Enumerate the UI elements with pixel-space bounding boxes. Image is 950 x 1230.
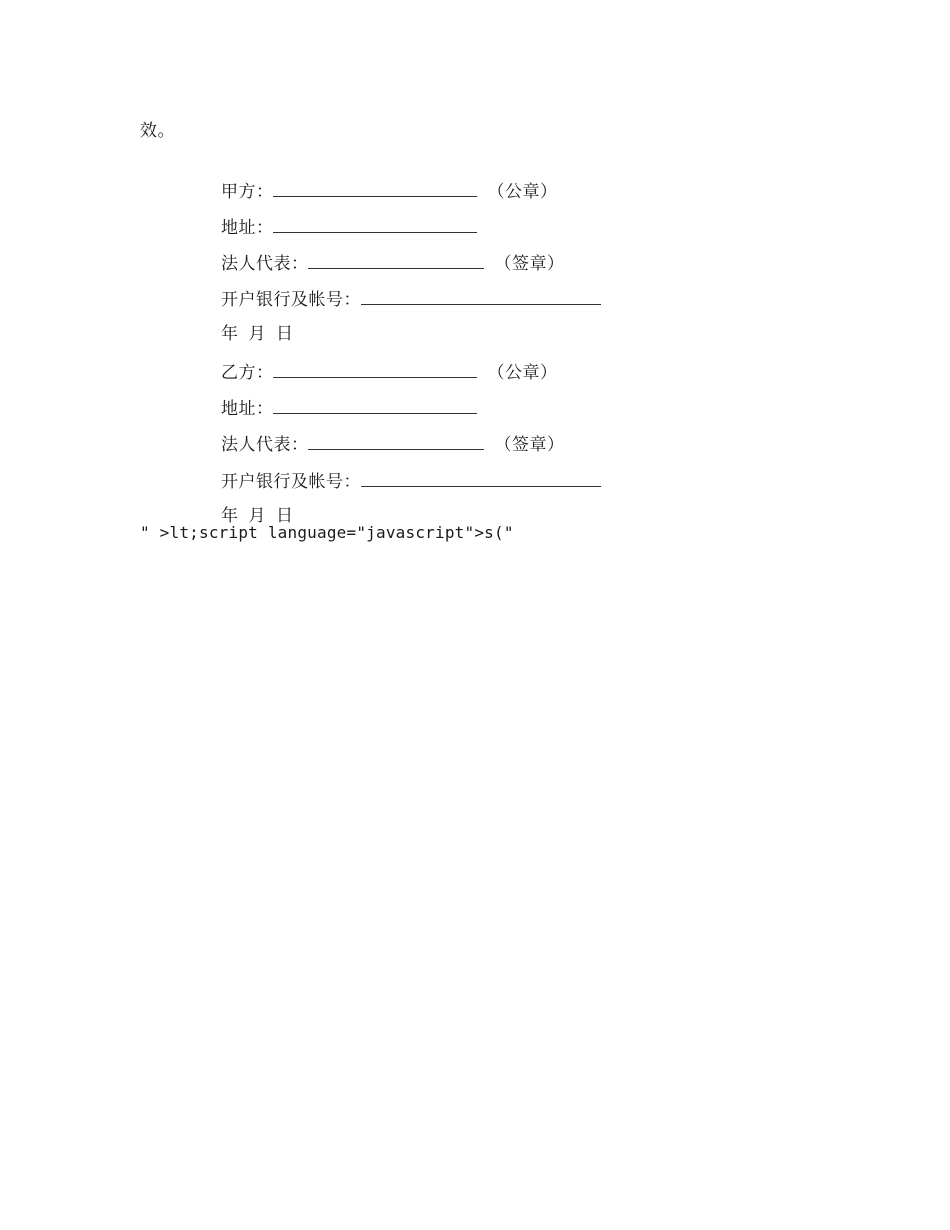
party-a-address-label: 地址：: [220, 218, 274, 238]
party-a-year: 年: [220, 324, 239, 344]
party-a-seal-label: （公章）: [487, 182, 558, 202]
party-a-bank-label: 开户银行及帐号：: [220, 290, 361, 310]
party-b-sign-label: （签章）: [494, 435, 565, 455]
party-b-month: 月: [248, 506, 266, 526]
party-b-rep-label: 法人代表：: [220, 435, 309, 455]
party-b-bank-label: 开户银行及帐号：: [220, 472, 361, 492]
intro-tail-text: 效。: [140, 121, 175, 141]
party-b-year: 年: [220, 506, 239, 526]
party-b-seal-label: （公章）: [487, 363, 558, 383]
party-a-month: 月: [248, 324, 266, 344]
party-a-rep-label: 法人代表：: [220, 254, 309, 274]
party-b-address-label: 地址：: [220, 399, 274, 419]
party-a-bank-blank: [361, 287, 601, 305]
party-a-day: 日: [275, 324, 294, 344]
party-b-bank-blank: [361, 469, 601, 487]
script-residue-text: " >lt;script language="javascript">s(": [140, 523, 514, 542]
party-a-sign-label: （签章）: [494, 254, 565, 274]
party-b-day: 日: [275, 506, 294, 526]
party-a-label: 甲方：: [220, 182, 274, 202]
party-b-label: 乙方：: [220, 363, 274, 383]
